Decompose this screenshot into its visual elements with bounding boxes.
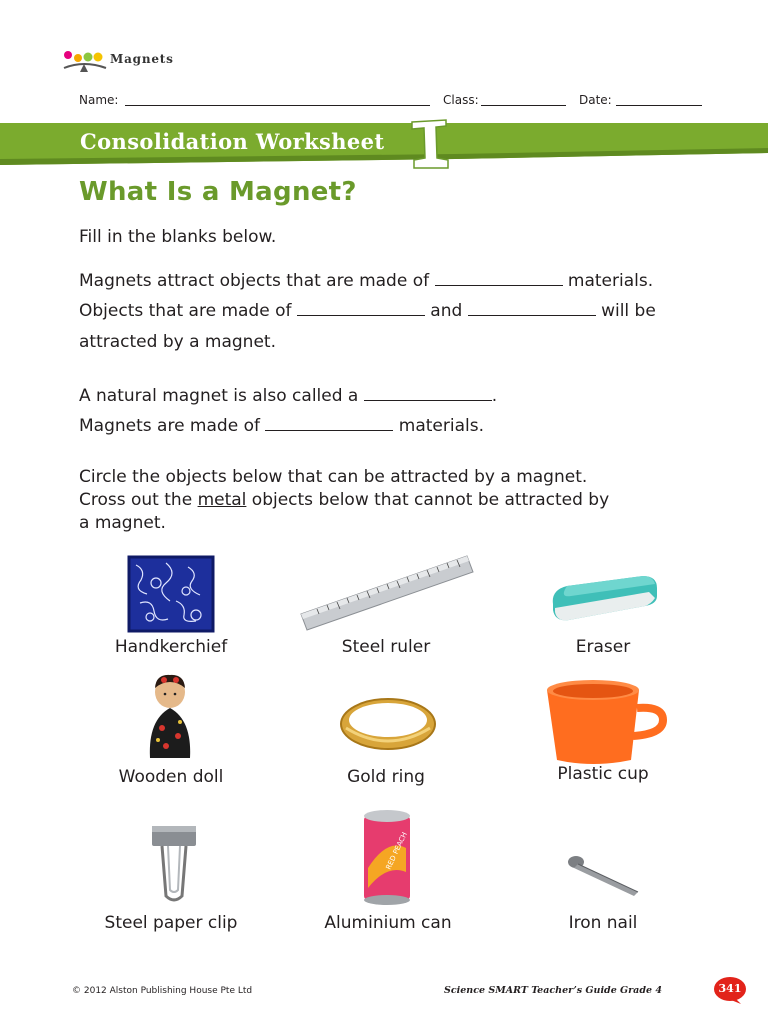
handkerchief-icon[interactable] <box>126 555 216 635</box>
sentence-4: A natural magnet is also called a . <box>79 386 498 406</box>
date-field[interactable] <box>616 105 702 106</box>
object-label-5: Gold ring <box>347 767 425 787</box>
worksheet-number-text: 1 <box>427 147 433 156</box>
band-title: Consolidation Worksheet <box>80 129 385 154</box>
magnets-logo-icon <box>62 48 108 74</box>
ruler-icon[interactable] <box>297 548 477 636</box>
book-title: Science SMART Teacher’s Guide Grade 4 <box>444 985 662 996</box>
class-label: Class: <box>443 93 479 107</box>
cup-icon[interactable] <box>543 676 667 768</box>
object-label-2: Steel ruler <box>341 637 431 657</box>
name-field[interactable] <box>125 105 430 106</box>
ring-icon[interactable] <box>336 692 440 756</box>
worksheet-number-badge <box>406 118 456 170</box>
blank-4[interactable] <box>364 385 492 401</box>
blank-3[interactable] <box>468 300 596 316</box>
page-number-badge <box>713 976 747 1004</box>
copyright: © 2012 Alston Publishing House Pte Ltd <box>72 986 253 996</box>
doll-icon[interactable] <box>142 672 198 762</box>
date-label: Date: <box>579 93 612 107</box>
object-label-6: Plastic cup <box>557 764 649 784</box>
unit-title: Magnets <box>110 52 174 66</box>
sentence-1: Magnets attract objects that are made of materials. <box>79 271 654 291</box>
blank-1[interactable] <box>435 270 563 286</box>
sentence-2: Objects that are made of and will be <box>79 301 656 321</box>
instruction-text: Fill in the blanks below. <box>79 227 277 247</box>
blank-5[interactable] <box>265 415 393 431</box>
eraser-icon[interactable] <box>547 572 662 628</box>
name-label: Name: <box>79 93 119 107</box>
object-label-3: Eraser <box>575 637 631 657</box>
circle-instruction: Circle the objects below that can be attracted by a magnet. <box>79 467 588 487</box>
object-label-7: Steel paper clip <box>104 913 238 933</box>
object-label-1: Handkerchief <box>114 637 228 657</box>
page-title: What Is a Magnet? <box>79 177 357 207</box>
object-label-9: Iron nail <box>568 913 638 933</box>
sentence-3: attracted by a magnet. <box>79 332 276 352</box>
object-label-4: Wooden doll <box>118 767 224 787</box>
can-label-text: RED PEACH <box>384 830 409 871</box>
page-number: 341 <box>718 982 742 995</box>
blank-2[interactable] <box>297 300 425 316</box>
class-field[interactable] <box>481 105 566 106</box>
cross-instruction: Cross out the metal objects below that cannot be attracted by <box>79 490 610 510</box>
object-label-8: Aluminium can <box>324 913 452 933</box>
can-icon[interactable] <box>360 808 414 908</box>
sentence-5: Magnets are made of materials. <box>79 416 484 436</box>
cross-instruction-end: a magnet. <box>79 513 166 533</box>
binder-clip-icon[interactable] <box>150 822 198 906</box>
nail-icon[interactable] <box>564 850 644 902</box>
